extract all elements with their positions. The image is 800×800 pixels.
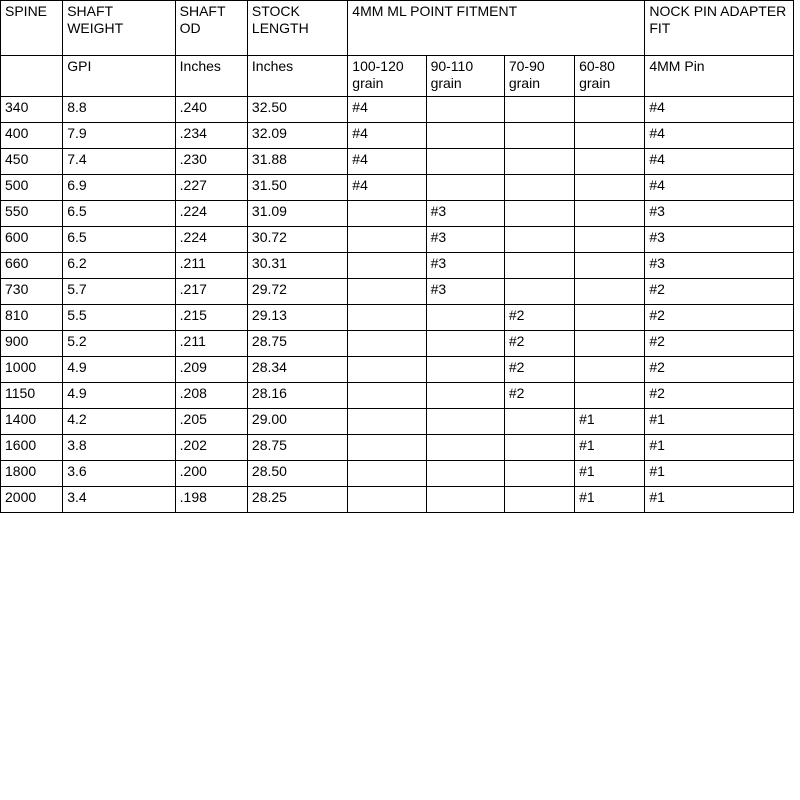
table-row [1, 123, 794, 149]
table-cell: #3 [645, 201, 794, 227]
column-header-1: SHAFT WEIGHT [63, 1, 175, 56]
table-header-units-row [1, 56, 794, 97]
table-row [1, 97, 794, 123]
table-cell: .200 [175, 461, 247, 487]
table-row [1, 435, 794, 461]
table-cell: .215 [175, 305, 247, 331]
table-cell: #1 [575, 487, 645, 513]
column-units-3: Inches [247, 56, 347, 97]
table-cell [575, 279, 645, 305]
table-row [1, 357, 794, 383]
table-cell: #2 [645, 279, 794, 305]
table-cell: #3 [426, 227, 504, 253]
table-cell: 31.50 [247, 175, 347, 201]
table-cell: 810 [1, 305, 63, 331]
table-cell [504, 175, 574, 201]
table-body [1, 97, 794, 513]
table-cell: 6.9 [63, 175, 175, 201]
table-cell [348, 409, 426, 435]
table-row [1, 175, 794, 201]
table-cell [426, 461, 504, 487]
column-header-2: SHAFT OD [175, 1, 247, 56]
table-cell [575, 305, 645, 331]
table-cell [426, 435, 504, 461]
table-cell: #4 [645, 175, 794, 201]
table-cell: .211 [175, 253, 247, 279]
table-cell: 28.75 [247, 435, 347, 461]
column-units-8: 4MM Pin [645, 56, 794, 97]
table-cell: 2000 [1, 487, 63, 513]
table-cell: 450 [1, 149, 63, 175]
table-cell [348, 279, 426, 305]
table-cell [426, 331, 504, 357]
table-cell: .217 [175, 279, 247, 305]
table-cell: 32.50 [247, 97, 347, 123]
table-cell: #4 [348, 123, 426, 149]
table-cell: 31.88 [247, 149, 347, 175]
table-cell [426, 123, 504, 149]
column-units-1: GPI [63, 56, 175, 97]
table-cell: 3.6 [63, 461, 175, 487]
table-cell [426, 149, 504, 175]
table-row [1, 409, 794, 435]
table-header [1, 1, 794, 97]
table-cell: #2 [645, 331, 794, 357]
table-cell [575, 227, 645, 253]
table-row [1, 461, 794, 487]
table-cell: 30.72 [247, 227, 347, 253]
column-units-7: 60-80 grain [575, 56, 645, 97]
table-cell: 6.5 [63, 201, 175, 227]
column-units-4: 100-120 grain [348, 56, 426, 97]
table-cell: 5.2 [63, 331, 175, 357]
table-cell [348, 227, 426, 253]
table-cell [504, 487, 574, 513]
table-cell [348, 201, 426, 227]
column-header-0: SPINE [1, 1, 63, 56]
table-cell: 600 [1, 227, 63, 253]
table-cell: 1400 [1, 409, 63, 435]
table-cell: #3 [426, 279, 504, 305]
table-cell: #4 [348, 97, 426, 123]
table-cell [426, 97, 504, 123]
table-cell [426, 357, 504, 383]
table-cell: 340 [1, 97, 63, 123]
table-cell: #1 [645, 435, 794, 461]
table-cell: 6.2 [63, 253, 175, 279]
table-cell: #1 [645, 409, 794, 435]
table-cell [426, 175, 504, 201]
table-header-main-row [1, 1, 794, 56]
table-cell: .202 [175, 435, 247, 461]
column-header-5: NOCK PIN ADAPTER FIT [645, 1, 794, 56]
table-cell: #1 [645, 461, 794, 487]
table-cell [426, 409, 504, 435]
table-cell: 29.00 [247, 409, 347, 435]
table-cell [504, 253, 574, 279]
column-header-3: STOCK LENGTH [247, 1, 347, 56]
table-row [1, 331, 794, 357]
table-cell: 730 [1, 279, 63, 305]
table-cell: .240 [175, 97, 247, 123]
table-cell: 3.8 [63, 435, 175, 461]
table-cell: #1 [575, 409, 645, 435]
table-row [1, 201, 794, 227]
table-row [1, 149, 794, 175]
table-cell: 4.9 [63, 357, 175, 383]
table-cell: .230 [175, 149, 247, 175]
table-cell [426, 487, 504, 513]
table-cell [504, 461, 574, 487]
table-cell: 28.50 [247, 461, 347, 487]
table-cell: #1 [645, 487, 794, 513]
table-cell: .209 [175, 357, 247, 383]
table-row [1, 383, 794, 409]
table-cell: 900 [1, 331, 63, 357]
table-cell: #4 [645, 123, 794, 149]
table-cell: .234 [175, 123, 247, 149]
table-cell: 28.34 [247, 357, 347, 383]
table-cell: #1 [575, 461, 645, 487]
table-cell: 5.7 [63, 279, 175, 305]
table-cell: #3 [426, 201, 504, 227]
table-cell [504, 435, 574, 461]
table-cell: #1 [575, 435, 645, 461]
table-cell: 28.16 [247, 383, 347, 409]
table-row [1, 227, 794, 253]
table-cell: 29.13 [247, 305, 347, 331]
column-units-6: 70-90 grain [504, 56, 574, 97]
table-cell: #4 [348, 149, 426, 175]
table-cell: 4.9 [63, 383, 175, 409]
table-cell: 500 [1, 175, 63, 201]
column-header-4: 4MM ML POINT FITMENT [348, 1, 645, 56]
table-cell: #2 [645, 357, 794, 383]
table-cell: #4 [645, 97, 794, 123]
table-cell [575, 149, 645, 175]
table-cell: #2 [645, 305, 794, 331]
table-cell: .227 [175, 175, 247, 201]
table-cell: 30.31 [247, 253, 347, 279]
table-cell: 7.9 [63, 123, 175, 149]
table-cell [348, 357, 426, 383]
table-cell [575, 331, 645, 357]
table-cell [575, 97, 645, 123]
table-cell: #4 [348, 175, 426, 201]
table-cell [348, 487, 426, 513]
table-cell: #3 [645, 253, 794, 279]
table-cell [348, 305, 426, 331]
table-cell [504, 97, 574, 123]
table-cell: 660 [1, 253, 63, 279]
table-cell: 1800 [1, 461, 63, 487]
table-cell [575, 383, 645, 409]
table-cell: .205 [175, 409, 247, 435]
table-cell [504, 227, 574, 253]
table-cell: #2 [504, 383, 574, 409]
table-cell [348, 253, 426, 279]
table-cell: .198 [175, 487, 247, 513]
table-cell: .208 [175, 383, 247, 409]
table-row [1, 253, 794, 279]
table-cell: 31.09 [247, 201, 347, 227]
table-cell: 8.8 [63, 97, 175, 123]
table-cell: #4 [645, 149, 794, 175]
table-cell: 7.4 [63, 149, 175, 175]
table-cell [348, 383, 426, 409]
table-cell: #2 [645, 383, 794, 409]
table-cell [348, 461, 426, 487]
table-cell: 550 [1, 201, 63, 227]
table-cell: #3 [645, 227, 794, 253]
table-cell: 32.09 [247, 123, 347, 149]
table-cell [575, 175, 645, 201]
table-cell: 29.72 [247, 279, 347, 305]
table-cell: .224 [175, 201, 247, 227]
table-cell: #3 [426, 253, 504, 279]
table-cell: #2 [504, 305, 574, 331]
table-cell: 1000 [1, 357, 63, 383]
table-cell [504, 409, 574, 435]
table-cell: .224 [175, 227, 247, 253]
table-cell: .211 [175, 331, 247, 357]
table-cell: 1150 [1, 383, 63, 409]
column-units-5: 90-110 grain [426, 56, 504, 97]
table-cell [575, 253, 645, 279]
table-cell [504, 279, 574, 305]
table-cell: 400 [1, 123, 63, 149]
table-cell [575, 123, 645, 149]
table-cell: 6.5 [63, 227, 175, 253]
table-cell [348, 435, 426, 461]
table-cell [426, 305, 504, 331]
column-units-2: Inches [175, 56, 247, 97]
table-cell: 5.5 [63, 305, 175, 331]
table-row [1, 305, 794, 331]
column-units-0 [1, 56, 63, 97]
table-row [1, 487, 794, 513]
table-cell [348, 331, 426, 357]
table-cell: #2 [504, 357, 574, 383]
table-cell [575, 357, 645, 383]
table-cell [575, 201, 645, 227]
table-cell [504, 149, 574, 175]
table-cell [504, 123, 574, 149]
table-cell: 28.75 [247, 331, 347, 357]
table-row [1, 279, 794, 305]
table-cell: 1600 [1, 435, 63, 461]
table-cell [426, 383, 504, 409]
table-cell: 28.25 [247, 487, 347, 513]
table-cell [504, 201, 574, 227]
table-cell: 4.2 [63, 409, 175, 435]
table-cell: #2 [504, 331, 574, 357]
table-cell: 3.4 [63, 487, 175, 513]
